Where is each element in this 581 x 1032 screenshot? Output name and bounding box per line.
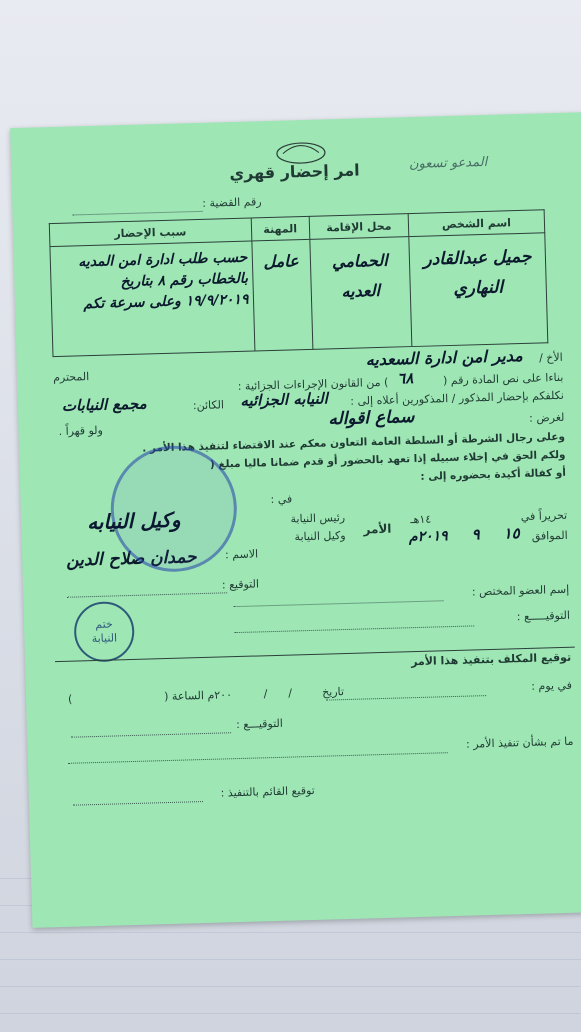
greg-year: ٢٠١٩م [408, 528, 448, 546]
article-number: ٦٨ [396, 369, 414, 388]
order-label: الأمر [363, 521, 392, 537]
head-of-prosecution-label: رئيس النيابة [290, 510, 346, 526]
stamp-line-1: ختم [95, 617, 113, 631]
signature-line [67, 592, 227, 597]
release-text: ولكم الحق في إخلاء سبيله إذا تعهد بالحضور أو قدم ضمانا ماليا مبلغ ( [209, 448, 566, 471]
execution-signature-line [71, 732, 231, 737]
location-label: الكائن: [192, 398, 225, 413]
date-label: تاريخ [321, 685, 345, 699]
execution-signature-label: التوقيـــع : [235, 716, 284, 732]
prosecution-stamp-circle [73, 601, 135, 663]
addressee-value: مدير امن ادارة السعديه [365, 345, 523, 370]
forcibly-text: ولو قهراً . [58, 423, 104, 438]
article-text-a: بناءا على نص المادة رقم ( [442, 370, 564, 388]
assignee-signature-label: توقيع المكلف بتنفيذ هذا الأمر [410, 650, 572, 669]
purpose-value: سماع اقواله [328, 407, 415, 430]
member-name-line [234, 600, 444, 607]
time-close: ) [67, 692, 73, 706]
signature-scribble: وكيل النيابه [86, 507, 181, 535]
name-label: الاسم : [224, 547, 259, 562]
hijri-suffix: ١٤هـ [410, 512, 432, 527]
col-header-profession: المهنة [251, 216, 310, 241]
execution-done-label: ما تم بشأن تنفيذ الأمر : [465, 734, 574, 751]
form-title: امر إحضار قهري [229, 160, 360, 184]
summons-form-sheet [10, 112, 581, 928]
purpose-label: لغرض : [529, 410, 565, 425]
member-signature-line [234, 625, 474, 633]
name-value: حمدان صلاح الدين [65, 547, 197, 571]
assign-text: نكلفكم بإحضار المذكور / المذكورين أعلاه إلى : [350, 388, 564, 408]
location-value: مجمع النيابات [61, 394, 147, 415]
executor-signature-line [73, 801, 203, 806]
cell-name: جميل عبدالقادر النهاري [409, 233, 548, 347]
member-name-label: إسم العضو المختص : [471, 582, 570, 599]
top-right-handwriting: المدعو تسعون [408, 154, 488, 173]
member-signature-label: التوقيـــــع : [516, 608, 571, 624]
guarantor-text: أو كفالة أكيدة بحضوره إلى : [420, 466, 567, 483]
respected-label: المحترم [52, 370, 90, 385]
date-slashes: / / [263, 686, 293, 701]
cell-profession: عامل [251, 239, 312, 351]
assign-to-value: النيابه الجزائيه [240, 389, 329, 410]
stamp-line-2: النيابة [91, 631, 118, 646]
day-label: في يوم : [531, 678, 573, 693]
case-number-line [73, 211, 203, 216]
col-header-reason: سبب الإحضار [49, 218, 251, 247]
day-line [326, 695, 486, 700]
executor-signature-label: توقيع القائم بالتنفيذ : [220, 783, 315, 800]
cell-reason: حسب طلب ادارة امن المديه بالخطاب رقم ٨ بتاريخ ١٩/٩/٢٠١٩ وعلى سرعة تكم [50, 241, 254, 357]
cell-residence: الحمامي العديه [310, 237, 412, 350]
persons-table [49, 209, 549, 357]
prosecutor-agent-label: وكيل النيابة [294, 528, 346, 544]
in-label: في : [270, 492, 293, 507]
greg-month: ٩ [471, 525, 480, 544]
article-text-b: ) من القانون الإجراءات الجزائية : [237, 375, 389, 393]
col-header-residence: محل الإقامة [309, 214, 409, 240]
police-text: وعلى رجال الشرطة أو السلطة العامة التعاون معكم عند الاقتضاء لتنفيذ هذا الأمر . [142, 430, 566, 455]
greg-day: ١٥ [503, 524, 520, 543]
col-header-name: اسم الشخص [408, 210, 545, 237]
matching-label: الموافق [531, 528, 568, 543]
signature-label: التوقيع : [221, 577, 260, 592]
case-number-label: رقم القضية : [202, 195, 262, 210]
addressee-label: الأخ / [538, 350, 563, 365]
written-on-label: تحريراً في [520, 508, 568, 524]
execution-done-line [68, 752, 448, 764]
year-time-label: ٢٠٠م الساعة ( [163, 688, 233, 704]
